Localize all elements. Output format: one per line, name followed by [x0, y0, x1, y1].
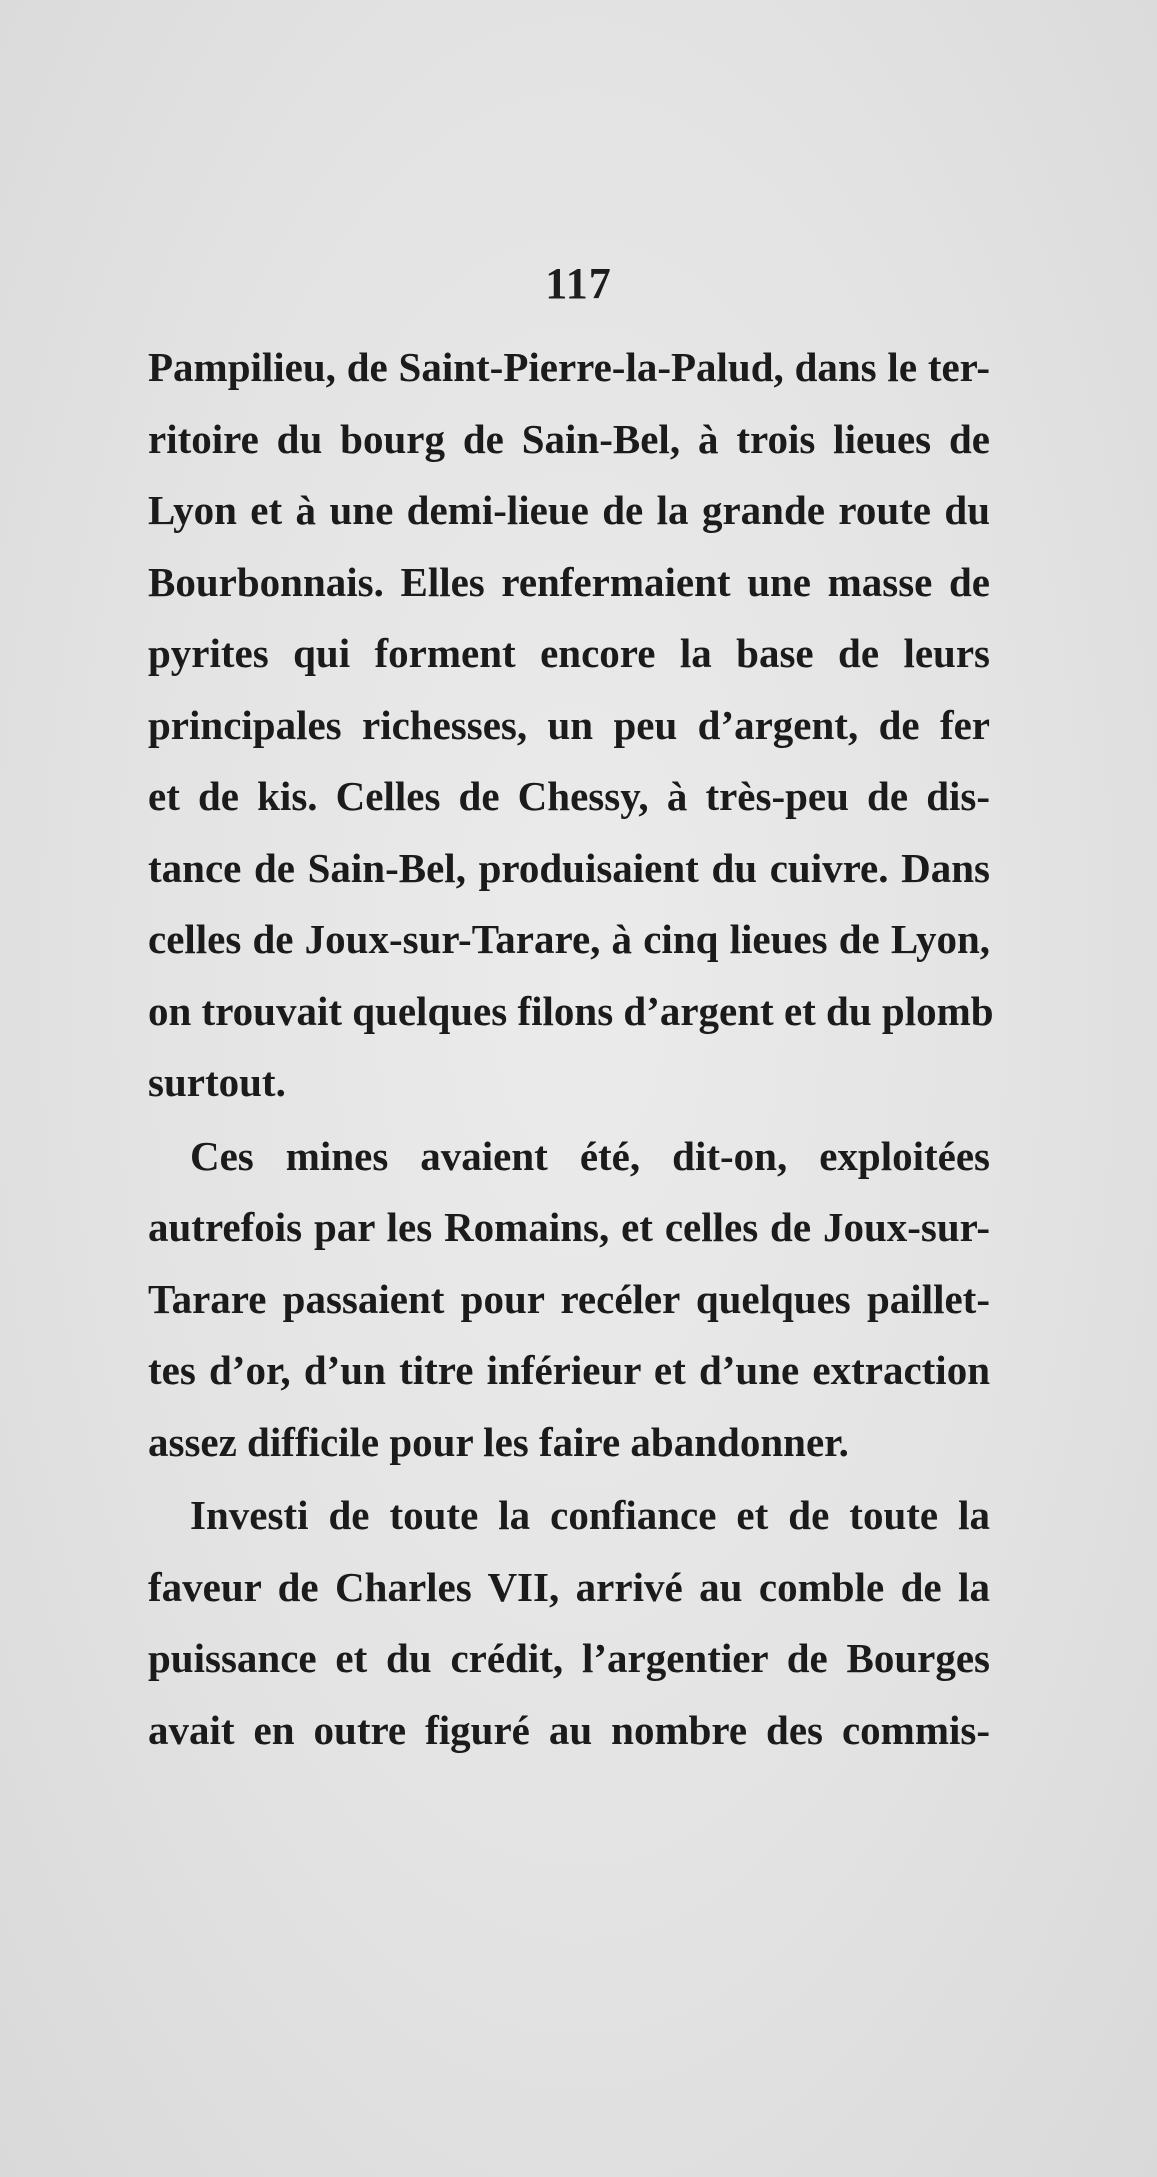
text-line: assez difficile pour les faire abandonner.: [148, 1418, 849, 1465]
text-line: tes d’or, d’un titre inférieur et d’une extraction: [148, 1347, 990, 1393]
text-line: surtout.: [148, 1059, 286, 1105]
text-line: Investi de toute la confiance et de toute la: [190, 1492, 990, 1538]
text-line: et de kis. Celles de Chessy, à très-peu de dis-: [148, 773, 990, 819]
text-line: Lyon et à une demi-lieue de la grande route du: [148, 487, 990, 533]
page-number: 117: [545, 259, 612, 308]
text-line: pyrites qui forment encore la base de leurs: [148, 630, 990, 676]
text-line: avait en outre figuré au nombre des commis-: [148, 1706, 990, 1753]
text-line: Ces mines avaient été, dit-on, exploitées: [190, 1132, 990, 1179]
text-line: autrefois par les Romains, et celles de Joux-sur-: [148, 1204, 990, 1250]
text-line: faveur de Charles VII, arrivé au comble de la: [148, 1563, 990, 1610]
text-line: tance de Sain-Bel, produisaient du cuivre. Dans: [148, 844, 990, 891]
text-line: Tarare passaient pour recéler quelques paillet-: [148, 1275, 990, 1322]
text-line: principales richesses, un peu d’argent, de fer: [148, 701, 990, 748]
text-line: puissance et du crédit, l’argentier de Bourges: [148, 1635, 990, 1681]
text-line: Pampilieu, de Saint-Pierre-la-Palud, dans le ter-: [148, 344, 990, 390]
text-line: ritoire du bourg de Sain-Bel, à trois lieues de: [148, 415, 990, 462]
paragraph-2: [148, 1121, 990, 1479]
text-line: Bourbonnais. Elles renfermaient une masse de: [148, 558, 990, 605]
paragraph-1: [148, 332, 994, 1119]
body-text: [148, 332, 994, 1766]
text-line: celles de Joux-sur-Tarare, à cinq lieues de Lyon,: [148, 916, 990, 962]
paragraph-3: [148, 1480, 990, 1766]
text-line: on trouvait quelques filons d’argent et du plomb: [148, 987, 994, 1034]
